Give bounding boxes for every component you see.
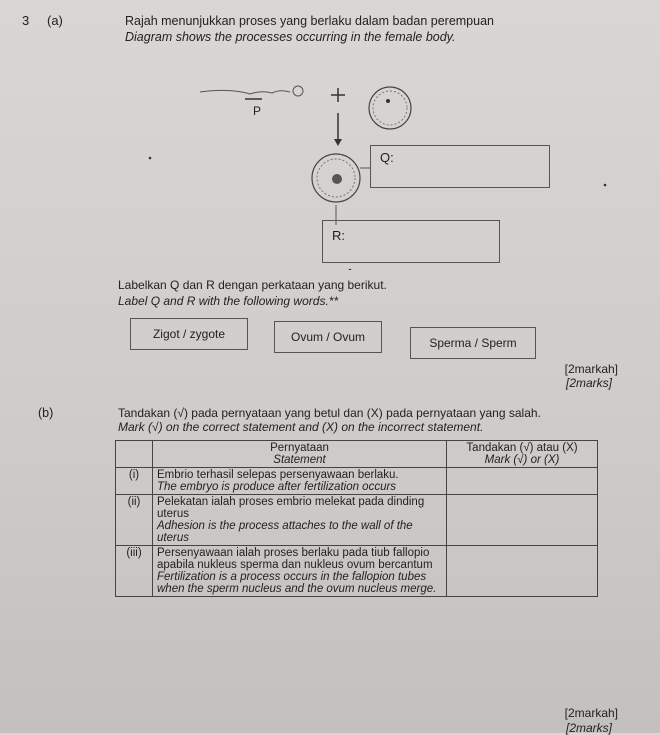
instruction-b-malay: Tandakan (√) pada pernyataan yang betul dan (X) pada pernyataan yang salah. <box>118 406 541 420</box>
instruction-a-english: Label Q and R with the following words.** <box>118 294 339 308</box>
statement-malay: Embrio terhasil selepas persenyawaan berlaku. <box>157 469 399 481</box>
marks-a-malay: [2markah] <box>564 362 618 376</box>
mark-answer-cell[interactable] <box>447 546 598 597</box>
statement-malay: Pelekatan ialah proses embrio melekat pada dinding uterus <box>157 496 425 520</box>
word-option-sperm: Sperma / Sperm <box>410 327 536 359</box>
header-statement-malay: Pernyataan <box>270 442 329 454</box>
table-header-row <box>116 441 598 468</box>
sperm-tail <box>200 90 290 94</box>
instruction-b-english: Mark (√) on the correct statement and (X) on the incorrect statement. <box>118 420 484 434</box>
instruction-a-malay: Labelkan Q dan R dengan perkataan yang berikut. <box>118 278 387 292</box>
sperm-head <box>293 86 303 96</box>
ovum-cell <box>369 87 411 129</box>
statement-table <box>115 440 598 597</box>
answer-box-r[interactable] <box>322 220 500 263</box>
word-option-zygote: Zigot / zygote <box>130 318 248 350</box>
table-row <box>116 546 598 597</box>
header-mark-malay: Tandakan (√) atau (X) <box>466 442 578 454</box>
row-number: (ii) <box>116 495 153 546</box>
marks-a-english: [2marks] <box>565 376 612 390</box>
row-number: (i) <box>116 468 153 495</box>
marks-b-english: [2marks] <box>565 721 612 735</box>
mark-answer-cell[interactable] <box>447 468 598 495</box>
word-option-ovum: Ovum / Ovum <box>274 321 382 353</box>
row-number: (iii) <box>116 546 153 597</box>
statement-malay: Persenyawaan ialah proses berlaku pada tiub fallopio apabila nukleus sperma dan nukleus ovum bercantum <box>157 547 433 571</box>
part-a-label: (a) <box>47 13 63 28</box>
table-row <box>116 468 598 495</box>
label-p: P <box>253 104 262 118</box>
header-mark-english: Mark (√) or (X) <box>484 454 560 466</box>
intro-malay: Rajah menunjukkan proses yang berlaku dalam badan perempuan <box>125 14 494 28</box>
statement-english: Adhesion is the process attaches to the wall of the uterus <box>157 520 413 544</box>
intro-english: Diagram shows the processes occurring in the female body. <box>125 30 456 44</box>
answer-box-q[interactable] <box>370 145 550 188</box>
table-row <box>116 495 598 546</box>
mark-answer-cell[interactable] <box>447 495 598 546</box>
question-number: 3 <box>22 13 30 28</box>
part-b-label: (b) <box>38 406 54 420</box>
statement-english: Fertilization is a process occurs in the fallopion tubes when the sperm nucleus and the ovum nucleus merge. <box>157 571 437 595</box>
statement-english: The embryo is produce after fertilization occurs <box>157 481 397 493</box>
marks-b-malay: [2markah] <box>564 706 618 720</box>
label-r: R: <box>332 228 345 243</box>
label-q: Q: <box>380 150 394 165</box>
header-statement-english: Statement <box>273 454 326 466</box>
